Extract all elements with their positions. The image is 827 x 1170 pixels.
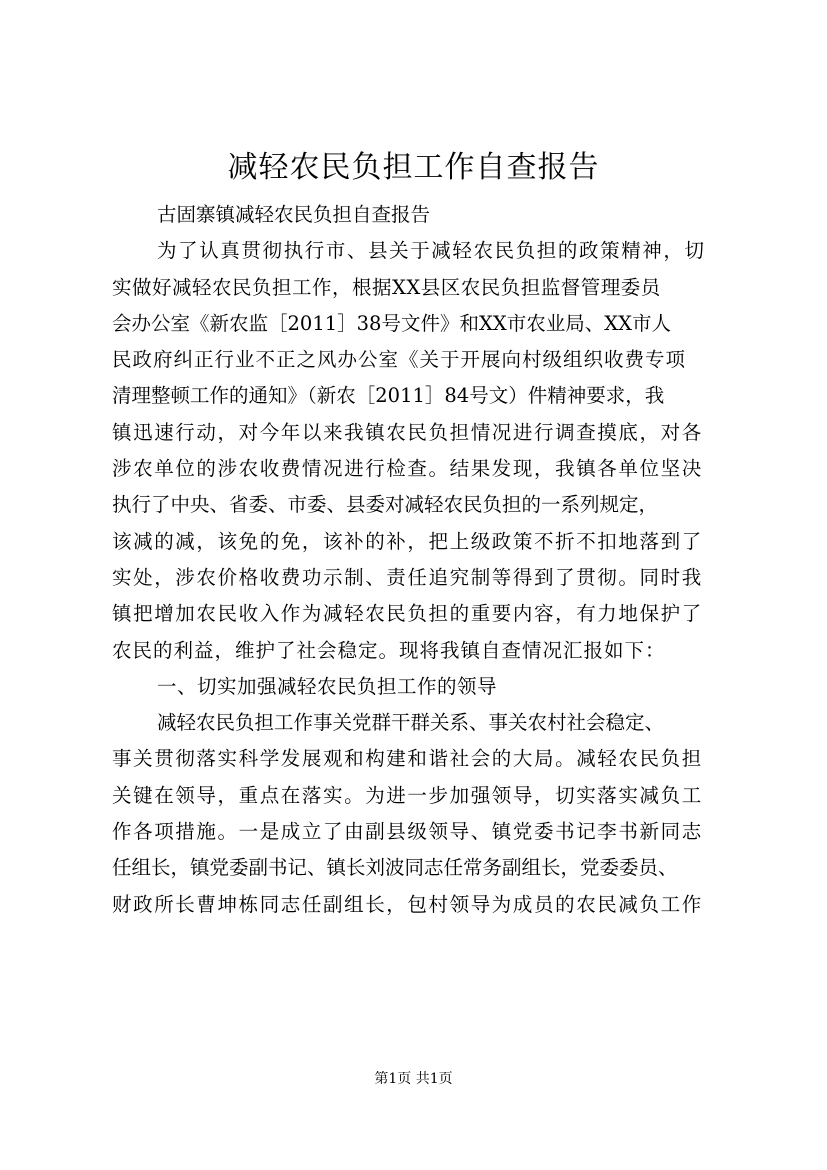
subtitle-line: 古固寨镇减轻农民负担自查报告 (157, 203, 431, 226)
paragraph-line: 事关贯彻落实科学发展观和构建和谐社会的大局。减轻农民负担 (112, 747, 703, 771)
paragraph-line: 清理整顿工作的通知》（新农［2011］84号文）件精神要求，我 (112, 384, 665, 408)
paragraph-line: 作各项措施。一是成立了由副县级领导、镇党委书记李书新同志 (112, 820, 703, 844)
paragraph-line: 民政府纠正行业不正之风办公室《关于开展向村级组织收费专项 (112, 348, 687, 372)
paragraph-line: 实做好减轻农民负担工作，根据XX县区农民负担监督管理委员 (112, 275, 661, 299)
paragraph-line: 任组长，镇党委副书记、镇长刘波同志任常务副组长，党委委员、 (112, 856, 678, 880)
paragraph-line: 会办公室《新农监［2011］38号文件》和XX市农业局、XX市人 (112, 311, 671, 335)
page-footer: 第1页 共1页 (374, 1071, 453, 1087)
paragraph-line: 镇把增加农民收入作为减轻农民负担的重要内容，有力地保护了 (112, 602, 703, 626)
paragraph-line: 该减的减，该免的免，该补的补，把上级政策不折不扣地落到了 (112, 529, 703, 553)
document-body (112, 197, 738, 923)
paragraph-line: 执行了中央、省委、市委、县委对减轻农民负担的一系列规定， (112, 493, 659, 517)
paragraph-line: 关键在领导，重点在落实。为进一步加强领导，切实落实减负工 (112, 783, 703, 807)
paragraph-line: 涉农单位的涉农收费情况进行检查。结果发现，我镇各单位坚决 (112, 457, 703, 481)
section-heading: 一、切实加强减轻农民负担工作的领导 (157, 674, 498, 698)
paragraph-line: 农民的利益，维护了社会稳定。现将我镇自查情况汇报如下： (112, 638, 666, 662)
paragraph-line: 实处，涉农价格收费功示制、责任追究制等得到了贯彻。同时我 (112, 565, 703, 589)
paragraph-line: 为了认真贯彻执行市、县关于减轻农民负担的政策精神，切 (157, 239, 706, 263)
paragraph-line: 财政所长曹坤栋同志任副组长，包村领导为成员的农民减负工作 (112, 892, 703, 916)
document-title: 减轻农民负担工作自查报告 (227, 150, 600, 185)
paragraph-line: 镇迅速行动，对今年以来我镇农民负担情况进行调查摸底，对各 (112, 420, 703, 444)
paragraph-line: 减轻农民负担工作事关党群干群关系、事关农村社会稳定、 (157, 711, 665, 735)
